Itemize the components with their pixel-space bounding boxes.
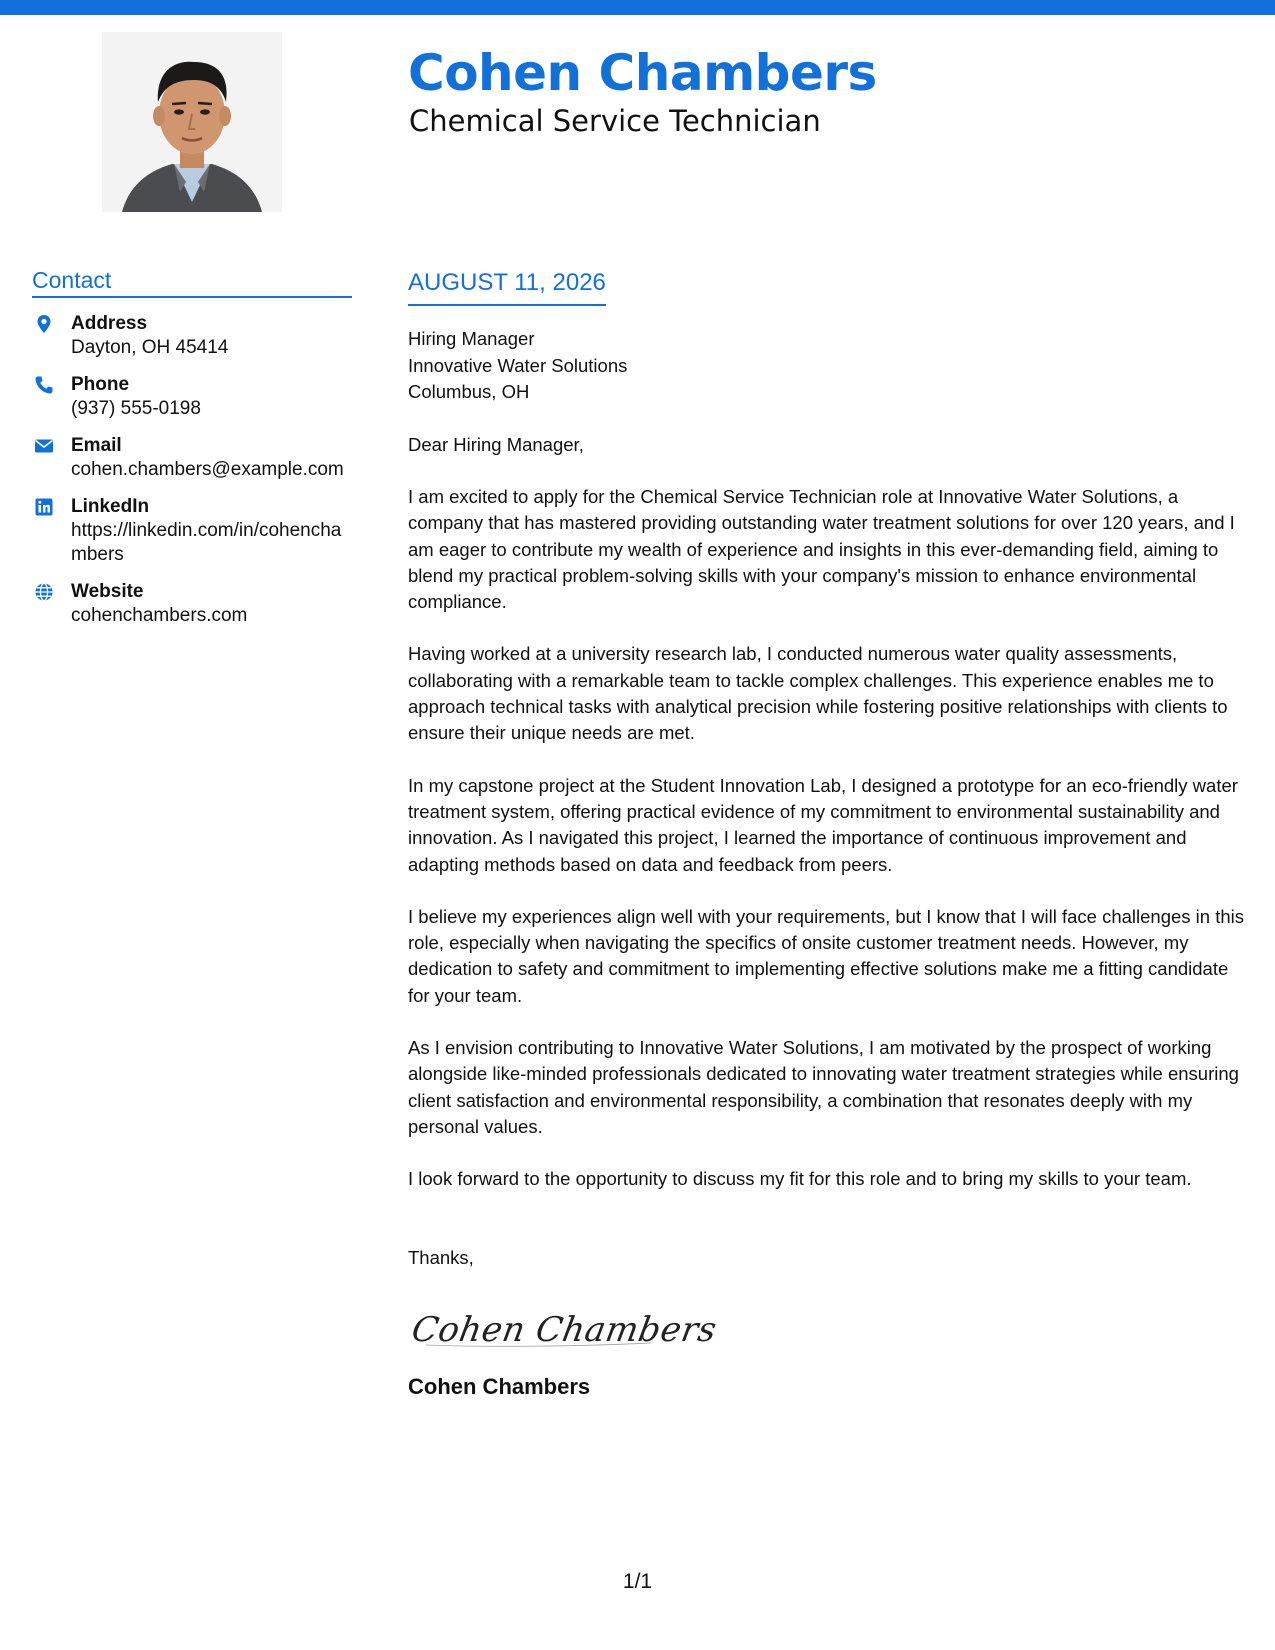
email-value[interactable]: cohen.chambers@example.com xyxy=(71,459,344,480)
page-number: 1/1 xyxy=(622,1570,653,1593)
recipient-block xyxy=(408,326,1248,406)
letter-body xyxy=(408,268,1248,1401)
phone-icon xyxy=(34,375,54,395)
contact-item-website xyxy=(32,580,352,628)
linkedin-value[interactable]: https://linkedin.com/in/cohenchambers xyxy=(71,520,342,565)
contact-item-phone xyxy=(32,373,352,421)
contact-label: Phone xyxy=(71,374,130,395)
contact-item-linkedin xyxy=(32,495,352,567)
contact-label: Email xyxy=(71,435,122,456)
letter-paragraph: As I envision contributing to Innovative Water Solutions, I am motivated by the prospect of working alongside like-minded professionals dedicated to innovating water treatment strategies while ensuring client satisfaction and environmental responsibility, a combination that resonates deeply with my personal values. xyxy=(408,1037,1239,1137)
avatar xyxy=(102,32,282,212)
contact-heading: Contact xyxy=(32,266,352,298)
signature-text: Cohen Chambers xyxy=(408,1309,720,1350)
letter-paragraph: Having worked at a university research lab, I conducted numerous water quality assessments, collaborating with a remarkable team to tackle complex challenges. This experience enables me to approach technical tasks with analytical precision while fostering positive relationships with clients to ensure their unique needs are met. xyxy=(408,643,1228,744)
contact-label: LinkedIn xyxy=(71,496,150,517)
contact-label: Website xyxy=(71,581,144,602)
location-pin-icon xyxy=(34,314,54,334)
letter-paragraph: I believe my experiences align well with your requirements, but I know that I will face challenges in this role, especially when navigating the specifics of onsite customer treatment needs. However, my dedication to safety and commitment to implementing effective solutions make me a fitting candidate for your team. xyxy=(408,905,1244,1006)
linkedin-icon xyxy=(34,497,54,517)
address-value: Dayton, OH 45414 xyxy=(71,337,229,358)
website-value[interactable]: cohenchambers.com xyxy=(71,605,248,626)
email-icon xyxy=(34,436,54,456)
letter-date: AUGUST 11, 2026 xyxy=(408,268,606,306)
letter-paragraph: I look forward to the opportunity to discuss my fit for this role and to bring my skills to your team. xyxy=(408,1168,1192,1190)
recipient-location: Columbus, OH xyxy=(408,381,530,402)
phone-value[interactable]: (937) 555-0198 xyxy=(71,398,201,419)
contact-sidebar xyxy=(32,266,352,641)
applicant-name: Cohen Chambers xyxy=(408,44,877,102)
signer-name: Cohen Chambers xyxy=(408,1373,591,1399)
top-accent-bar xyxy=(0,0,1275,15)
contact-label: Address xyxy=(71,313,148,334)
job-title: Chemical Service Technician xyxy=(409,104,821,138)
salutation: Dear Hiring Manager, xyxy=(408,433,584,455)
recipient-title: Hiring Manager xyxy=(408,328,535,349)
contact-item-address xyxy=(32,312,352,360)
profile-photo xyxy=(102,32,282,212)
globe-icon xyxy=(34,582,54,602)
closing: Thanks, xyxy=(408,1246,474,1268)
letter-paragraph: I am excited to apply for the Chemical Service Technician role at Innovative Water Solutions, a company that has mastered providing outstanding water treatment solutions for over 120 years, and I am eager to contribute my wealth of experience and insights in this ever-demanding field, aiming to blend my practical problem-solving skills with your company's mission to enhance environmental compliance. xyxy=(408,486,1235,613)
contact-item-email xyxy=(32,434,352,482)
handwritten-signature xyxy=(408,1297,1248,1357)
recipient-company: Innovative Water Solutions xyxy=(408,354,628,376)
letter-paragraph: In my capstone project at the Student Innovation Lab, I designed a prototype for an eco-friendly water treatment system, offering practical evidence of my commitment to environmental sustainability and innovation. As I navigated this project, I learned the importance of continuous improvement and adapting methods based on data and feedback from peers. xyxy=(408,774,1238,875)
